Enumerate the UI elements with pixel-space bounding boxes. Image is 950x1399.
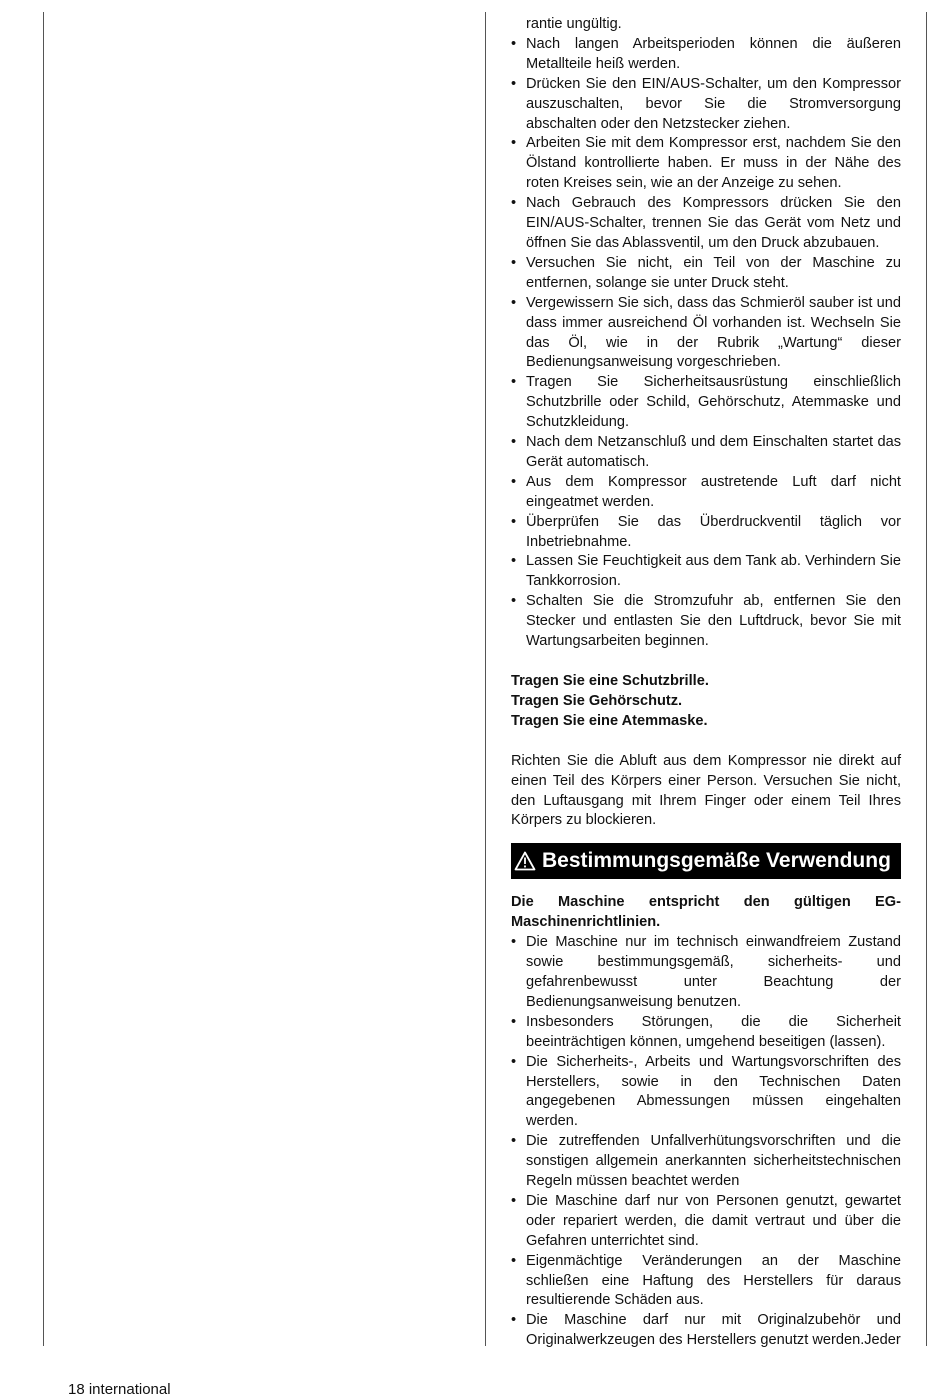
- list-item-text: Die Maschine nur im technisch einwandfreiem Zustand sowie bestimmungsgemäß, sicherheits- und gefahrenbewusst unter Beachtung der Bedienungsanweisung benutzen.: [526, 934, 901, 1010]
- notice-respirator: Tragen Sie eine Atemmaske.: [511, 712, 708, 729]
- list-item-text: Aus dem Kompressor austretende Luft darf nicht eingeatmet werden.: [526, 473, 901, 510]
- list-item: [511, 1192, 901, 1252]
- usage-bullet-list: [511, 933, 901, 1351]
- bullet-dot-icon: •: [511, 513, 517, 530]
- list-item: [511, 15, 901, 35]
- list-item: [511, 513, 901, 553]
- list-item-text: Lassen Sie Feuchtigkeit aus dem Tank ab. Verhindern Sie Tankkorrosion.: [526, 553, 901, 590]
- bullet-dot-icon: •: [511, 254, 517, 271]
- list-item-text: Die zutreffenden Unfallverhütungsvorschriften und die sonstigen allgemein anerkannten sicherheitstechnischen Regeln müssen beachtet werden: [526, 1133, 901, 1190]
- list-item-text: Die Maschine darf nur mit Originalzubehör und Originalwerkzeugen des Herstellers genutzt werden.Jeder: [526, 1312, 901, 1349]
- bullet-dot-icon: •: [511, 75, 517, 92]
- list-item: [511, 592, 901, 652]
- bullet-dot-icon: •: [511, 1252, 517, 1269]
- bullet-dot-icon: •: [511, 1312, 517, 1329]
- bullet-dot-icon: •: [511, 473, 517, 490]
- bullet-dot-icon: •: [511, 593, 517, 610]
- bullet-dot-icon: •: [511, 135, 517, 152]
- bullet-dot-icon: •: [511, 1013, 517, 1030]
- list-item-text: Drücken Sie den EIN/AUS-Schalter, um den Kompressor auszuschalten, bevor Sie die Stromversorgung abschalten oder den Netzstecker ziehen.: [526, 75, 901, 132]
- list-item: [511, 1132, 901, 1192]
- list-item: [511, 1252, 901, 1312]
- list-item-text: Insbesonders Störungen, die die Sicherheit beeinträchtigen können, umgehend beseitigen (lassen).: [526, 1013, 901, 1050]
- section-intro: Die Maschine entspricht den gültigen EG-Maschinenrichtlinien.: [511, 894, 901, 931]
- page-footer-label: 18 international: [68, 1381, 171, 1398]
- list-item: [511, 473, 901, 513]
- list-item: [511, 254, 901, 294]
- warning-triangle-icon: [514, 851, 536, 871]
- bullet-dot-icon: •: [511, 1133, 517, 1150]
- list-item: [511, 373, 901, 433]
- list-item-text: Eigenmächtige Veränderungen an der Maschine schließen eine Haftung des Herstellers für daraus resultierende Schäden aus.: [526, 1252, 901, 1309]
- list-item: [511, 134, 901, 194]
- bullet-dot-icon: •: [511, 1053, 517, 1070]
- list-item: [511, 1053, 901, 1133]
- bullet-dot-icon: •: [511, 294, 517, 311]
- section-title: Bestimmungsgemäße Verwendung: [542, 849, 891, 873]
- list-item-text: Die Maschine darf nur von Personen genutzt, gewartet oder repariert werden, die damit vertraut und über die Gefahren unterrichtet sind.: [526, 1192, 901, 1249]
- list-item: [511, 433, 901, 473]
- section-heading: [511, 843, 901, 879]
- bullet-dot-icon: •: [511, 195, 517, 212]
- right-text-column: [511, 15, 901, 1351]
- list-item-text: Nach dem Netzanschluß und dem Einschalten startet das Gerät automatisch.: [526, 434, 901, 470]
- notice-hearing-protection: Tragen Sie Gehörschutz.: [511, 692, 683, 709]
- list-item: [511, 1013, 901, 1053]
- bullet-dot-icon: •: [511, 374, 517, 391]
- list-item: [511, 194, 901, 254]
- list-item-text: Schalten Sie die Stromzufuhr ab, entfernen Sie den Stecker und entlasten Sie den Luftdruck, bevor Sie mit Wartungsarbeiten beginnen.: [526, 593, 901, 650]
- spacer: [511, 652, 901, 672]
- list-item: [511, 294, 901, 374]
- list-item-text: Nach Gebrauch des Kompressors drücken Sie den EIN/AUS-Schalter, trennen Sie das Gerät vom Netz und öffnen Sie das Ablassventil, um den Druck abzubauen.: [526, 195, 901, 251]
- list-item: [511, 75, 901, 135]
- bullet-dot-icon: •: [511, 553, 517, 570]
- list-item: [511, 35, 901, 75]
- notice-goggles: Tragen Sie eine Schutzbrille.: [511, 673, 709, 689]
- middle-column-rule: [485, 12, 486, 1346]
- safety-bullet-list: [511, 15, 901, 652]
- list-item: [511, 552, 901, 592]
- list-item-text: Nach langen Arbeitsperioden können die äußeren Metallteile heiß werden.: [526, 35, 901, 72]
- list-item-text: Überprüfen Sie das Überdruckventil täglich vor Inbetriebnahme.: [526, 513, 901, 550]
- list-item-text: Die Sicherheits-, Arbeits und Wartungsvorschriften des Herstellers, sowie in den Technischen Daten angegebenen Abmessungen müssen eingehalten werden.: [526, 1053, 901, 1130]
- list-item-text: Arbeiten Sie mit dem Kompressor erst, nachdem Sie den Ölstand kontrollierte haben. Er muss in der Nähe des roten Kreises sein, wie an der Anzeige zu sehen.: [526, 135, 901, 192]
- list-item-text: Tragen Sie Sicherheitsausrüstung einschließlich Schutzbrille oder Schild, Gehörschutz, Atemmaske und Schutzkleidung.: [526, 374, 901, 431]
- list-item-text: Versuchen Sie nicht, ein Teil von der Maschine zu entfernen, solange sie unter Druck steht.: [526, 254, 901, 291]
- list-item-text: Vergewissern Sie sich, dass das Schmieröl sauber ist und dass immer ausreichend Öl vorhanden ist. Wechseln Sie das Öl, wie in der Rubrik „Wartung“ dieser Bedienungsanweisung vorgeschrieben.: [526, 294, 901, 371]
- spacer: [511, 732, 901, 752]
- right-column-rule: [926, 12, 927, 1346]
- bullet-dot-icon: •: [511, 1192, 517, 1209]
- list-item: [511, 933, 901, 1013]
- bullet-dot-icon: •: [511, 35, 517, 52]
- list-item: [511, 1311, 901, 1351]
- list-item-text: rantie ungültig.: [526, 16, 622, 32]
- exhaust-warning-paragraph: Richten Sie die Abluft aus dem Kompressor nie direkt auf einen Teil des Körpers einer Person. Versuchen Sie nicht, den Luftausgang mit Ihrem Finger oder einem Teil Ihres Körpers zu blockieren.: [511, 752, 901, 829]
- left-column-rule: [43, 12, 44, 1346]
- bullet-dot-icon: •: [511, 934, 517, 951]
- bullet-dot-icon: •: [511, 434, 517, 451]
- protective-notices: [511, 672, 901, 732]
